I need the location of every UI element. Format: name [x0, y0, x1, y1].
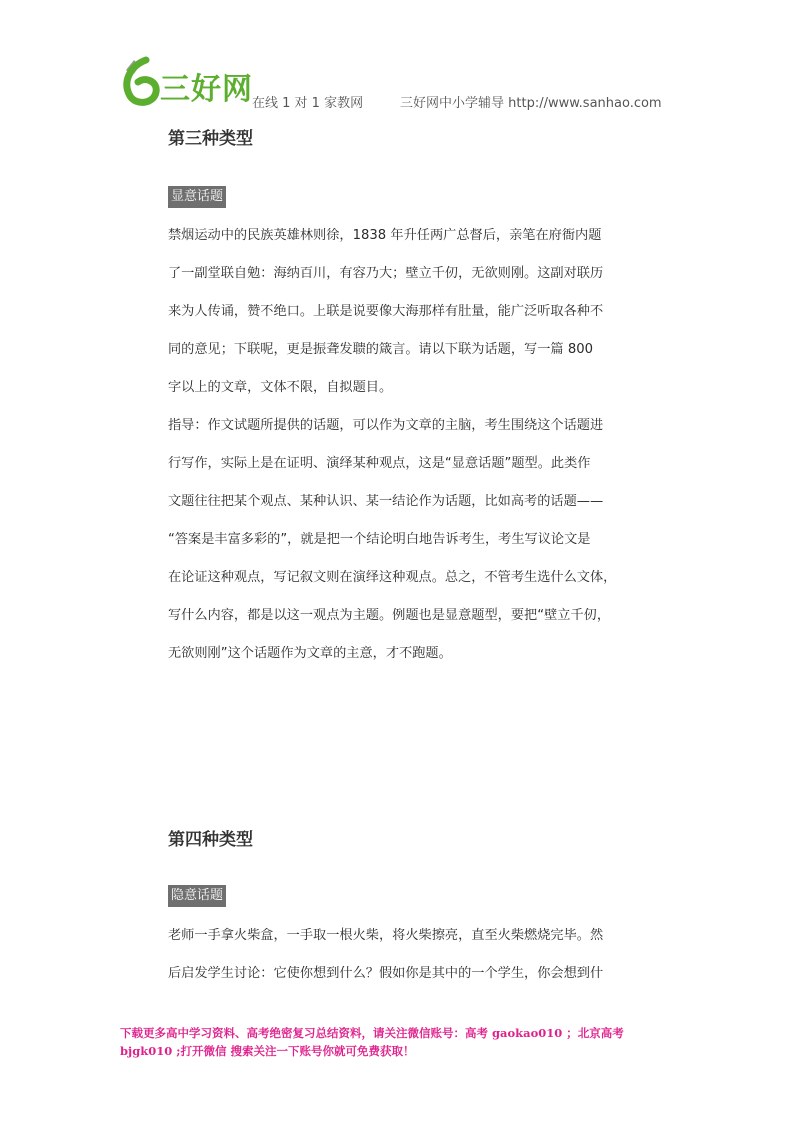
paragraph-line: 无欲则刚”这个话题作为文章的主意，才不跑题。 — [168, 646, 452, 661]
promo-footer — [120, 1024, 680, 1060]
promo-footer-line-2: bjgk010 ;打开微信 搜索关注一下账号你就可免费获取！ — [120, 1044, 415, 1058]
paragraph-line: 字以上的文章，文体不限，自拟题目。 — [168, 380, 393, 395]
section-3-tag: 显意话题 — [168, 186, 226, 208]
paragraph-line: 后启发学生讨论：它使你想到什么？假如你是其中的一个学生，你会想到什 — [168, 966, 604, 981]
header-site-link[interactable]: 三好网中小学辅导 http://www.sanhao.com — [400, 96, 662, 111]
paragraph-line: 老师一手拿火柴盒，一手取一根火柴，将火柴擦亮，直至火柴燃烧完毕。然 — [168, 928, 604, 943]
section-3-title: 第三种类型 — [168, 129, 253, 149]
paragraph-line: 同的意见；下联呢，更是振聋发聩的箴言。请以下联为话题，写一篇 800 — [168, 342, 593, 357]
page-header — [120, 56, 700, 112]
paragraph-line: “答案是丰富多彩的”，就是把一个结论明白地告诉考生，考生写议论文是 — [168, 532, 591, 547]
paragraph-line: 指导：作文试题所提供的话题，可以作为文章的主脑，考生围绕这个话题进 — [168, 418, 604, 433]
paragraph-line: 在论证这种观点，写记叙文则在演绎这种观点。总之，不管考生选什么文体， — [168, 570, 617, 585]
logo-text: 三好网 — [160, 72, 253, 107]
paragraph-line: 写什么内容，都是以这一观点为主题。例题也是显意题型，要把“壁立千仞， — [168, 608, 611, 623]
promo-footer-line-1: 下载更多高中学习资料、高考绝密复习总结资料，请关注微信账号：高考 gaokao010 ；北京高考 — [120, 1026, 624, 1040]
section-4-tag: 隐意话题 — [168, 885, 226, 907]
paragraph-line: 文题往往把某个观点、某种认识、某一结论作为话题，比如高考的话题—— — [168, 494, 604, 509]
paragraph-line: 了一副堂联自勉：海纳百川，有容乃大；壁立千仞，无欲则刚。这副对联历 — [168, 266, 604, 281]
paragraph-line: 行写作，实际上是在证明、演绎某种观点，这是“显意话题”题型。此类作 — [168, 456, 591, 471]
header-tagline: 在线 1 对 1 家教网 — [252, 96, 364, 111]
section-4-title: 第四种类型 — [168, 830, 253, 850]
paragraph-line: 来为人传诵，赞不绝口。上联是说要像大海那样有肚量，能广泛听取各种不 — [168, 304, 604, 319]
paragraph-line: 禁烟运动中的民族英雄林则徐，1838 年升任两广总督后，亲笔在府衙内题 — [168, 228, 602, 243]
